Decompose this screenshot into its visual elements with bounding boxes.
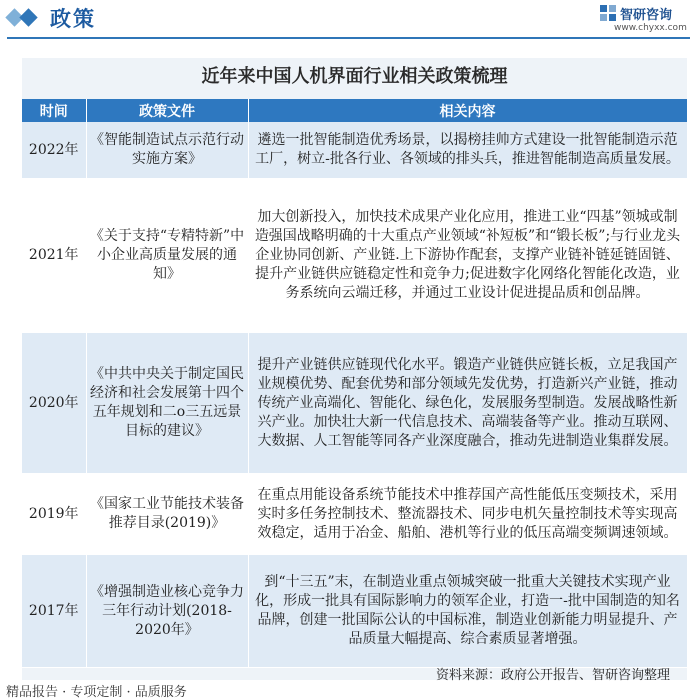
row-content: 加大创新投入，加快技术成果产业化应用，推进工业“四基”领城或制造强国战略明确的十大重点产业领域“补短板”和“锻长板”;与行业龙头企业协同创新、产业链.上下游协作配套，支撑产业链补链延链固链、提升产业链供应链稳定性和竞争力;促进数字化网络化智能化改造，业务系统向云端迁移，并通过工业设计促进提品质和创品牌。 (248, 179, 687, 333)
table-row (22, 179, 687, 333)
header-divider (7, 37, 690, 39)
table-header-row (22, 99, 687, 122)
row-content: 遴选一批智能制造优秀场景，以揭榜挂帅方式建设一批智能制造示范工厂，树立-批各行业、各领域的排头兵，推进智能制造高质量发展。 (248, 122, 687, 179)
row-content: 在重点用能设备系统节能技术中推荐国产高性能低压变频技术，采用实时多任务控制技术、整流器技术、同步电机矢量控制技术等实现高效稳定，适用于冶金、船舶、港机等行业的低压高端变频调速领域。 (248, 474, 687, 555)
brand-logo-icon (600, 5, 616, 21)
column-header-document: 政策文件 (86, 99, 248, 122)
row-document: 《关于支持“专精特新”中小企业高质量发展的通知》 (86, 179, 248, 333)
row-year: 2019年 (22, 474, 86, 555)
row-document: 《国家工业节能技术装备推荐目录(2019)》 (86, 474, 248, 555)
source-note: 资料来源：政府公开报告、智研咨询整理 (436, 668, 671, 683)
table-title: 近年来中国人机界面行业相关政策梳理 (201, 66, 508, 87)
brand-url: www.chyxx.com (614, 23, 687, 33)
brand-name: 智研咨询 (620, 8, 673, 23)
column-header-content: 相关内容 (248, 99, 687, 122)
footer-bar (0, 680, 697, 698)
row-document: 《增强制造业核心竞争力三年行动计划(2018-2020年》 (86, 555, 248, 668)
table-row (22, 333, 687, 474)
row-content: 到“十三五”末，在制造业重点领城突破一批重大关键技术实现产业化，形成一批具有国际影响力的领军企业，打造一-批中国制造的知名品牌，创建一批国际公认的中国标准，制造业创新能力明显提升、产品质量大幅提高、综合素质显著增强。 (248, 555, 687, 668)
section-title: 政策 (50, 6, 96, 31)
diamond-icon (6, 9, 46, 27)
table-row (22, 474, 687, 555)
footer-slogan: 精品报告 · 专项定制 · 品质服务 (6, 685, 187, 700)
policy-table (22, 99, 688, 668)
row-year: 2022年 (22, 122, 86, 179)
table-row (22, 122, 687, 179)
row-content: 提升产业链供应链现代化水平。锻造产业链供应链长板，立足我国产业规模优势、配套优势和部分领域先发优势，打造新兴产业链，推动传统产业高端化、智能化、绿色化，发展服务型制造。发展战略性新兴产业。加快壮大新一代信息技术、高端装备等产业。推动互联网、大数据、人工智能等同各产业深度融合，推动先进制造业集群发展。 (248, 333, 687, 474)
row-year: 2021年 (22, 179, 86, 333)
column-header-time: 时间 (22, 99, 86, 122)
row-year: 2017年 (22, 555, 86, 668)
top-bar (0, 0, 697, 36)
row-document: 《智能制造试点示范行动实施方案》 (86, 122, 248, 179)
row-year: 2020年 (22, 333, 86, 474)
table-row (22, 555, 687, 668)
row-document: 《中共中央关于制定国民经济和社会发展第十四个五年规划和二o三五远景目标的建议》 (86, 333, 248, 474)
